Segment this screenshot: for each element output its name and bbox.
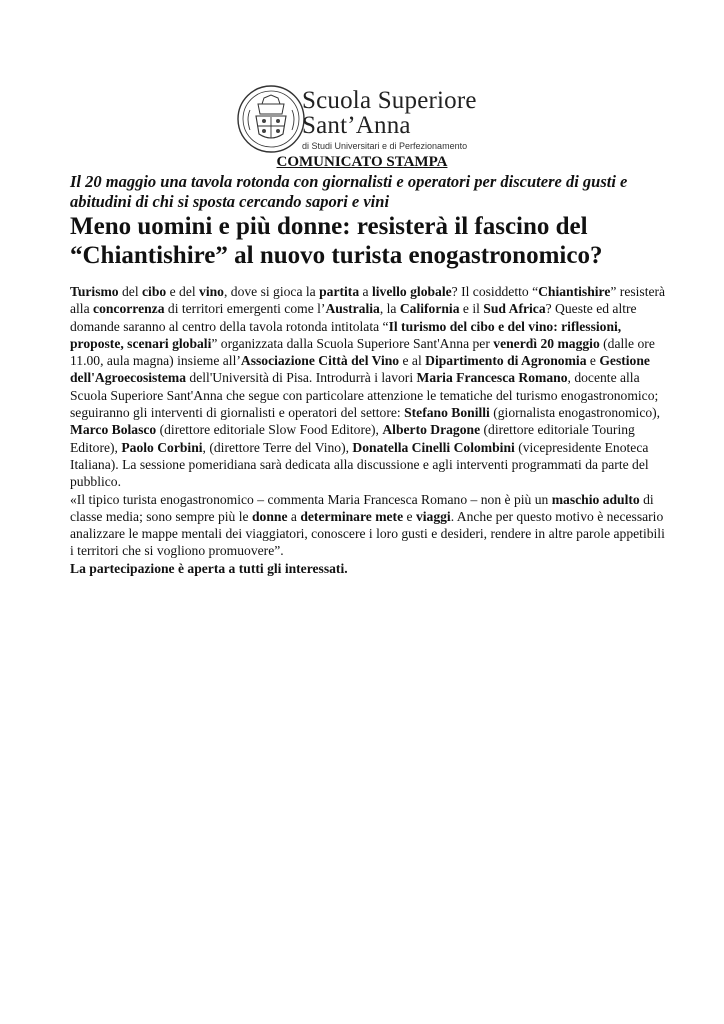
text-run: ? Queste ed altre domande saranno al centro della tavola rotonda intitolata “ — [70, 301, 637, 334]
logo-line-2: Sant’Anna — [302, 112, 411, 139]
text-run: e — [586, 353, 600, 369]
bold-phrase: determinare mete — [300, 508, 404, 524]
bold-phrase: Dipartimento di Agronomia — [425, 353, 587, 369]
text-run: ? Il cosiddetto “ — [451, 284, 539, 299]
paragraph-intro — [70, 283, 670, 491]
text-run: , dove si gioca la — [223, 284, 320, 299]
bold-phrase: Australia — [325, 301, 380, 317]
bold-phrase: Donatella Cinelli Colombini — [352, 439, 515, 455]
bold-phrase: viaggi — [415, 508, 451, 524]
bold-phrase: Maria Francesca Romano — [416, 370, 568, 386]
press-release-label: COMUNICATO STAMPA — [276, 154, 448, 170]
text-run: (vicepresidente Enoteca Italiana). La sessione pomeridiana sarà dedicata alla discussione e agli interventi programmati da parte del pubblico. — [70, 439, 649, 490]
closing-line — [70, 560, 670, 577]
bold-phrase: Alberto Dragone — [382, 422, 481, 438]
text-run: e — [403, 508, 416, 524]
bold-phrase: Paolo Corbini — [121, 439, 203, 455]
text-run: (giornalista enogastronomico), — [489, 405, 661, 421]
bold-phrase: California — [399, 301, 460, 317]
text-run: , la — [379, 301, 400, 317]
text-run: e del — [166, 284, 200, 299]
bold-phrase: concorrenza — [93, 301, 165, 317]
bold-phrase: venerdì 20 maggio — [493, 335, 600, 351]
text-run: di classe media; sono sempre più le — [70, 491, 654, 524]
text-run: (direttore editoriale Slow Food Editore), — [156, 422, 383, 438]
text-run: ” resisterà alla — [70, 284, 666, 317]
text-run: ” organizzata dalla Scuola Superiore Sant'Anna per — [211, 335, 494, 351]
bold-phrase: Chiantishire — [538, 284, 611, 299]
logo-wordmark — [302, 88, 477, 152]
text-run: di territori emergenti come l’ — [164, 301, 326, 317]
bold-phrase: Il turismo del cibo e del vino: riflessioni, proposte, scenari globali — [70, 318, 622, 351]
paragraph-quote — [70, 491, 670, 560]
bold-phrase: donne — [251, 508, 288, 524]
text-run: «Il tipico turista enogastronomico – commenta Maria Francesca Romano – non è più un — [70, 491, 552, 507]
text-run: e al — [399, 353, 426, 369]
bold-phrase: vino — [199, 284, 224, 299]
bold-phrase: Gestione dell'Agroecosistema — [70, 353, 650, 386]
institution-logo — [236, 84, 496, 156]
bold-phrase: Marco Bolasco — [70, 422, 157, 438]
logo-line-1: Scuola Superiore — [302, 87, 477, 114]
body-text — [70, 283, 670, 577]
text-run: (direttore editoriale Touring Editore), — [70, 422, 635, 455]
closing-text: La partecipazione è aperta a tutti gli interessati. — [70, 560, 348, 576]
text-run: dell'Università di Pisa. Introdurrà i lavori — [186, 370, 417, 386]
bold-phrase: Stefano Bonilli — [404, 405, 490, 421]
text-run: , (direttore Terre del Vino), — [202, 439, 353, 455]
text-run: (dalle ore 11.00, aula magna) insieme all’ — [70, 335, 655, 369]
text-run: . Anche per questo motivo è necessario analizzare le mappe mentali dei viaggiatori, conoscere i loro gusti e desideri, rendere in altre parole appetibili i territori che si vogliono promuovere”. — [70, 508, 665, 559]
bold-phrase: livello globale — [371, 284, 452, 299]
logo-subline: di Studi Universitari e di Perfezionamento — [302, 141, 468, 151]
text-run: a — [359, 284, 372, 299]
subtitle: Il 20 maggio una tavola rotonda con giornalisti e operatori per discutere di gusti e abitudini di chi si sposta cercando sapori e vini — [70, 172, 628, 211]
text-run: e il — [459, 301, 484, 317]
bold-phrase: cibo — [142, 284, 167, 299]
text-run: del — [118, 284, 143, 299]
bold-phrase: Associazione Città del Vino — [240, 353, 400, 369]
headline: Meno uomini e più donne: resisterà il fascino del “Chiantishire” al nuovo turista enogastronomico? — [70, 213, 603, 269]
text-run: , docente alla Scuola Superiore Sant'Anna che segue con particolare attenzione le tematiche del turismo enogastronomico; seguiranno gli interventi di giornalisti e operatori del settore: — [70, 370, 659, 421]
seal-icon — [236, 84, 306, 154]
bold-phrase: maschio adulto — [551, 491, 640, 507]
bold-phrase: Turismo — [70, 284, 119, 299]
text-run: a — [287, 508, 301, 524]
bold-phrase: Sud Africa — [483, 301, 546, 317]
bold-phrase: partita — [319, 284, 360, 299]
